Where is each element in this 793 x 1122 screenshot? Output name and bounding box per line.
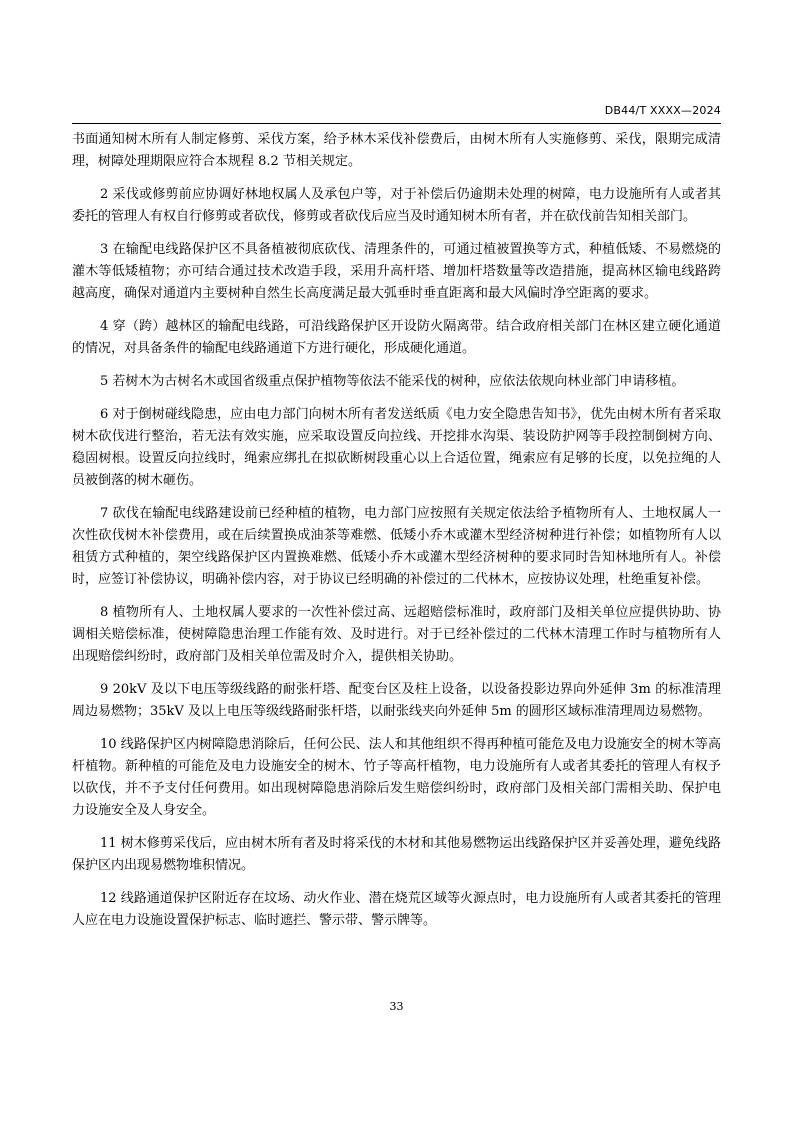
paragraph-item-2: 2 采伐或修剪前应协调好林地权属人及承包户等，对于补偿后仍逾期未处理的树障，电力设施所有人或者其委托的管理人有权自行修剪或者砍伐，修剪或者砍伐后应当及时通知树木所有者，并在砍伐前告知相关部门。: [72, 187, 721, 224]
paragraph-item-12: 12 线路通道保护区附近存在坟场、动火作业、潜在烧荒区域等火源点时，电力设施所有人或者其委托的管理人应在电力设施设置保护标志、临时遮拦、警示带、警示牌等。: [72, 891, 721, 928]
paragraph-item-5: 5 若树木为古树名木或国省级重点保护植物等依法不能采伐的树种，应依法依规向林业部门申请移植。: [100, 374, 685, 389]
paragraph-item-3: 3 在输配电线路保护区不具备植被彻底砍伐、清理条件的，可通过植被置换等方式，种植低矮、不易燃烧的灌木等低矮植物；亦可结合通过技术改造手段，采用升高杆塔、增加杆塔数量等改造措施，提高林区输电线路跨越高度，确保对通道内主要树种自然生长高度满足最大弧垂时垂直距离和最大风偏时净空距离的要求。: [72, 242, 721, 301]
document-body: [72, 129, 721, 943]
paragraph-item-6: 6 对于倒树碰线隐患，应由电力部门向树木所有者发送纸质《电力安全隐患告知书》，优先由树木所有者采取树木砍伐进行整治，若无法有效实施，应采取设置反向拉线、开挖排水沟渠、装设防护网等手段控制倒树方向、稳固树根。设置反向拉线时，绳索应绑扎在拟砍断树段重心以上合适位置，绳索应有足够的长度，以免拉绳的人员被倒落的树木砸伤。: [72, 407, 721, 488]
standard-code-header: DB44/T XXXX—2024: [604, 104, 721, 117]
paragraph-item-11: 11 树木修剪采伐后，应由树木所有者及时将采伐的木材和其他易燃物运出线路保护区并妥善处理，避免线路保护区内出现易燃物堆积情况。: [72, 836, 721, 873]
paragraph-item-10: 10 线路保护区内树障隐患消除后，任何公民、法人和其他组织不得再种植可能危及电力设施安全的树木等高杆植物。新种植的可能危及电力设施安全的树木、竹子等高杆植物，电力设施所有人或者其委托的管理人有权予以砍伐，并不予支付任何费用。如出现树障隐患消除后发生赔偿纠纷时，政府部门及相关部门需相关助、保护电力设施安全及人身安全。: [72, 737, 721, 818]
paragraph-item-8: 8 植物所有人、土地权属人要求的一次性补偿过高、远超赔偿标准时，政府部门及相关单位应提供协助、协调相关赔偿标准，使树障隐患治理工作能有效、及时进行。对于已经补偿过的二代林木清理工作时与植物所有人出现赔偿纠纷时，政府部门及相关单位需及时介入，提供相关协助。: [72, 605, 721, 664]
header-divider: [72, 123, 721, 124]
paragraph-continuation: 书面通知树木所有人制定修剪、采伐方案，给予林木采伐补偿费后，由树木所有人实施修剪、采伐，限期完成清理，树障处理期限应符合本规程 8.2 节相关规定。: [72, 132, 721, 169]
paragraph-item-9: 9 20kV 及以下电压等级线路的耐张杆塔、配变台区及柱上设备，以设备投影边界向外延伸 3m 的标准清理周边易燃物；35kV 及以上电压等级线路耐张杆塔，以耐张线夹向外延伸 5m 的圆形区域标准清理周边易燃物。: [72, 682, 721, 719]
page-number: 33: [389, 1000, 404, 1013]
paragraph-item-7: 7 砍伐在输配电线路建设前已经种植的植物，电力部门应按照有关规定依法给予植物所有人、土地权属人一次性砍伐树木补偿费用，或在后续置换成油茶等难燃、低矮小乔木或灌木型经济树种进行补偿；如植物所有人以租赁方式种植的，架空线路保护区内置换难燃、低矮小乔木或灌木型经济树种的要求同时告知林地所有人。补偿时，应签订补偿协议，明确补偿内容，对于协议已经明确的补偿过的二代林木，应按协议处理，杜绝重复补偿。: [72, 506, 721, 587]
paragraph-item-4: 4 穿（跨）越林区的输配电线路，可沿线路保护区开设防火隔离带。结合政府相关部门在林区建立硬化通道的情况，对具备条件的输配电线路通道下方进行硬化，形成硬化通道。: [72, 319, 721, 356]
